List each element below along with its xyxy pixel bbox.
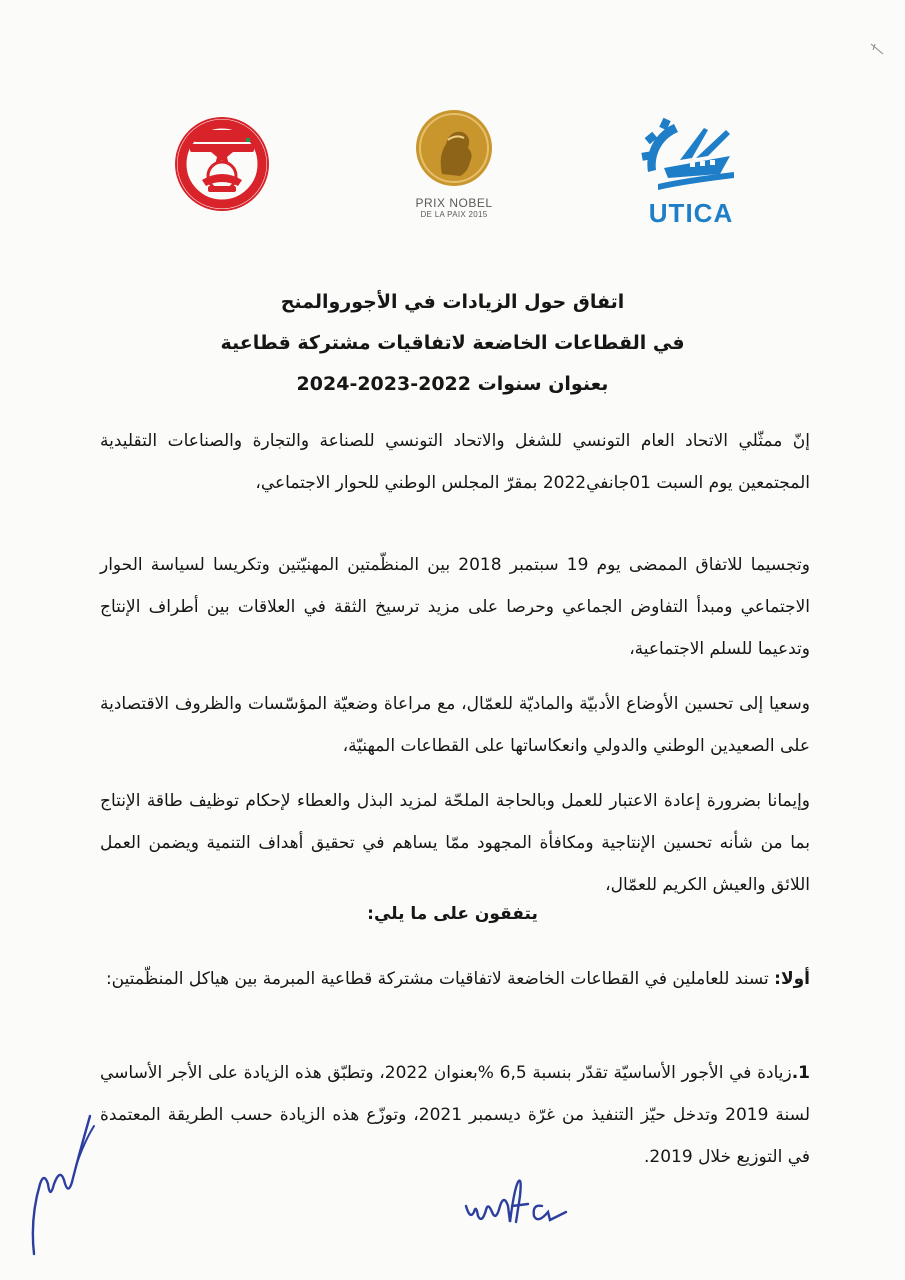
clause-item-1-text: زيادة في الأجور الأساسيّة تقدّر بنسبة 6,5 %بعنوان 2022، وتطبّق هذه الزيادة على الأجر الأساسي لسنة 2019 وتدخل حيّز التنفيذ من غرّة ديسمبر 2021، وتوزّع هذه الزيادة حسب الطريقة المعتمدة في التوزيع خلال 2019. [100, 1063, 810, 1167]
signature-left [28, 1108, 108, 1258]
clause-item-1-number: 1. [791, 1063, 811, 1083]
title-line-3: بعنوان سنوات 2022-2023-2024 [296, 373, 609, 395]
agreement-heading: يتفقون على ما يلي: [367, 904, 538, 924]
nobel-medal-icon [404, 104, 504, 194]
utica-wordmark: UTICA [648, 198, 734, 228]
title-line-2: في القطاعات الخاضعة لاتفاقيات مشتركة قطاعية [220, 332, 685, 354]
clause-first-text: تسند للعاملين في القطاعات الخاضعة لاتفاقيات مشتركة قطاعية المبرمة بين هياكل المنظّمتين: [105, 969, 775, 989]
corner-mark-icon [869, 42, 885, 56]
signature-right [462, 1176, 592, 1236]
paragraph-agreement-2018: وتجسيما للاتفاق الممضى يوم 19 سبتمبر 2018 بين المنظّمتين المهنيّتين وتكريسا لسياسة الحوار الاجتماعي ومبدأ التفاوض الجماعي وحرصا على مزيد ترسيخ الثقة في العلاقات بين أطراف الإنتاج وتدعيما للسلم الاجتماعية، [100, 555, 810, 659]
ugtt-emblem-logo [166, 116, 278, 212]
utica-logo [634, 112, 752, 230]
nobel-prize-label: PRIX NOBEL [415, 196, 493, 210]
nobel-year-label: DE LA PAIX 2015 [420, 210, 488, 219]
title-line-1: اتفاق حول الزيادات في الأجوروالمنح [280, 291, 625, 313]
paragraph-productivity: وإيمانا بضرورة إعادة الاعتبار للعمل وبالحاجة الملحّة لمزيد البذل والعطاء لإحكام توظيف طاقة الإنتاج بما من شأنه تحسين الإنتاجية ومكافأة المجهود ممّا يساهم في تحقيق أهداف التنمية ويضمن العمل اللائق والعيش الكريم للعمّال، [100, 791, 810, 895]
document-title [100, 282, 805, 405]
clause-first-label: أولا: [774, 969, 810, 989]
nobel-medal-logo [404, 104, 504, 222]
gear-ship-icon [634, 112, 752, 196]
paragraph-working-conditions: وسعيا إلى تحسين الأوضاع الأدبيّة والماديّة للعمّال، مع مراعاة وضعيّة المؤسّسات والظروف الاقتصادية على الصعيدين الوطني والدولي وانعكاساتها على القطاعات المهنيّة، [100, 694, 810, 756]
clause-first [100, 958, 810, 1000]
paragraph-representatives: إنّ ممثّلي الاتحاد العام التونسي للشغل والاتحاد التونسي للصناعة والتجارة والصناعات التقليدية المجتمعين يوم السبت 01جانفي2022 بمقرّ المجلس الوطني للحوار الاجتماعي، [100, 431, 810, 493]
clause-item-1 [100, 1052, 810, 1178]
